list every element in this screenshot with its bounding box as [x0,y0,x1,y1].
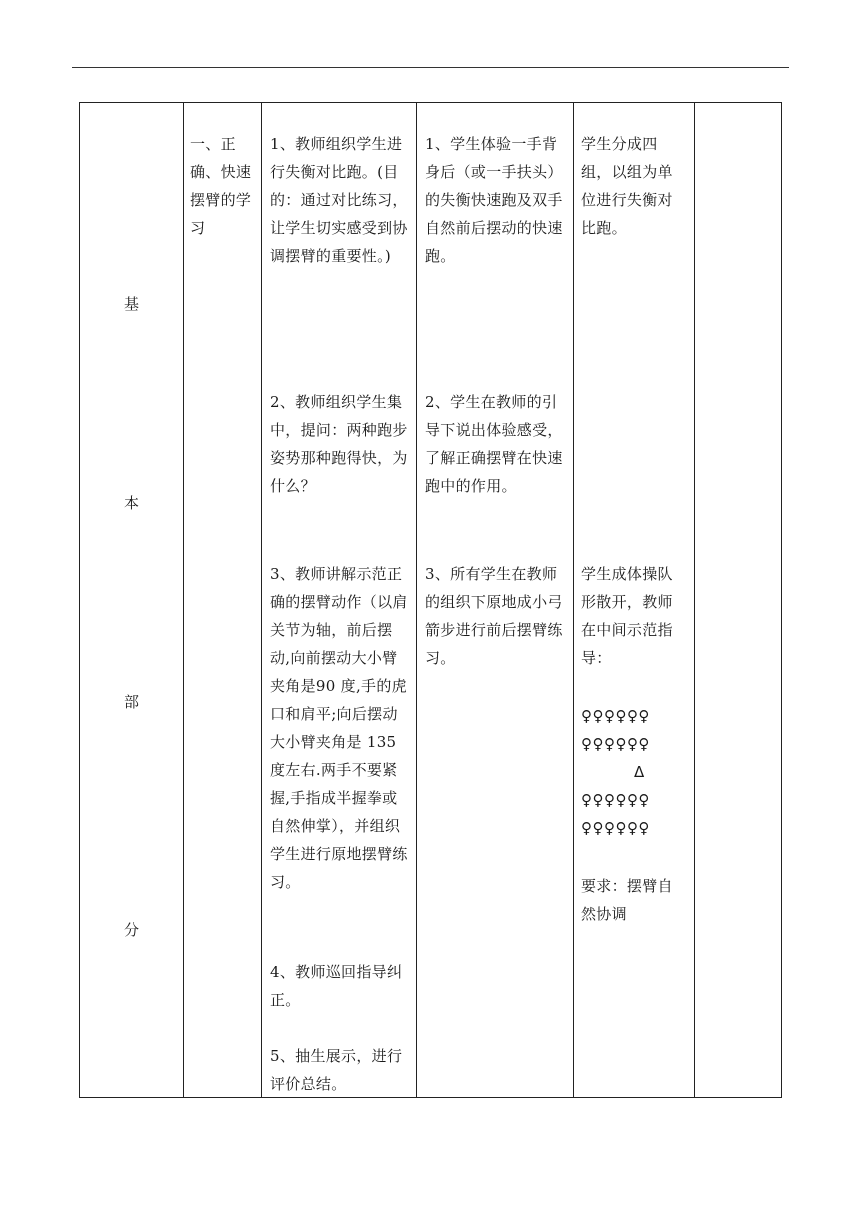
student-step-2: 2、学生在教师的引导下说出体验感受，了解正确摆臂在快速跑中的作用。 [425,393,563,495]
notes-cell [694,103,781,1098]
student-step-3: 3、所有学生在教师的组织下原地成小弓箭步进行前后摆臂练习。 [425,565,563,667]
student-step-1: 1、学生体验一手背身后（或一手扶头）的失衡快速跑及双手自然前后摆动的快速跑。 [425,135,563,265]
formation-row-4: ♀♀♀♀♀♀ [581,819,650,837]
section-cell [80,103,184,1098]
teacher-step-1: 1、教师组织学生进行失衡对比跑。(目的：通过对比练习，让学生切实感受到协调摆臂的重要性。) [270,135,408,265]
teacher-step-5: 5、抽生展示，进行评价总结。 [270,1047,403,1093]
requirement-note: 要求：摆臂自然协调 [581,877,673,923]
header-rule [72,67,789,68]
formation-row-3: ♀♀♀♀♀♀ [581,791,650,809]
formation-row-1: ♀♀♀♀♀♀ [581,707,650,725]
formation-note: 学生成体操队形散开，教师在中间示范指导： [581,565,673,667]
teacher-marker: Δ [634,763,645,781]
teacher-step-2: 2、教师组织学生集中，提问：两种跑步姿势那种跑得快，为什么？ [270,393,408,495]
section-char-3: 部 [124,693,140,711]
section-char-1: 基 [124,295,140,313]
section-char-4: 分 [124,921,140,939]
formation-row-2: ♀♀♀♀♀♀ [581,735,650,753]
topic-text: 一、正确、快速摆臂的学习 [190,135,252,237]
teacher-step-3: 3、教师讲解示范正确的摆臂动作（以肩关节为轴，前后摆动,向前摆动大小臂夹角是90 度,手的虎口和肩平;向后摆动大小臂夹角是 135 度左右.两手不要紧握,手指成半握拳或自然伸掌），并组织学生进行原地摆臂练习。 [270,565,408,891]
topic-cell [184,103,261,1098]
teacher-step-4: 4、教师巡回指导纠正。 [270,963,403,1009]
group-note: 学生分成四组，以组为单位进行失衡对比跑。 [581,135,673,237]
section-char-2: 本 [124,494,140,512]
